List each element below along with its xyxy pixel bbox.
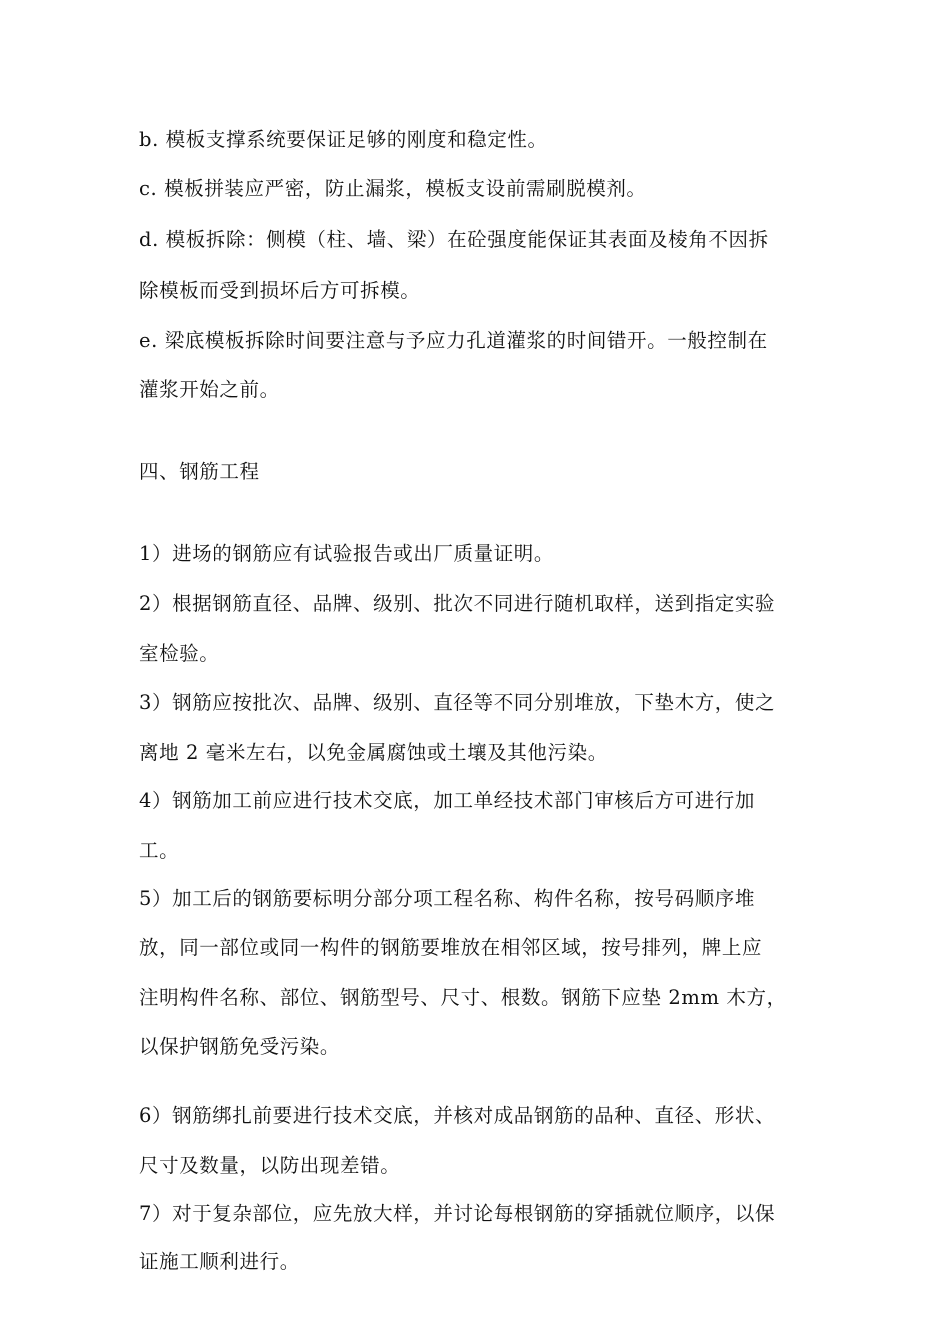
formwork-item-d-line1: d. 模板拆除：侧模（柱、墙、梁）在砼强度能保证其表面及棱角不因拆 bbox=[139, 228, 769, 251]
formwork-item-c: c. 模板拼装应严密，防止漏浆，模板支设前需刷脱模剂。 bbox=[139, 177, 647, 200]
section-heading-rebar: 四、钢筋工程 bbox=[139, 460, 260, 483]
rebar-item-3-line2: 离地 2 毫米左右，以免金属腐蚀或土壤及其他污染。 bbox=[139, 741, 608, 764]
rebar-item-5-line2: 放，同一部位或同一构件的钢筋要堆放在相邻区域，按号排列，牌上应 bbox=[139, 936, 763, 959]
rebar-item-5-line3: 注明构件名称、部位、钢筋型号、尺寸、根数。钢筋下应垫 2mm 木方， bbox=[139, 986, 787, 1009]
rebar-item-4-line2: 工。 bbox=[139, 839, 180, 862]
formwork-item-e-line1: e. 梁底模板拆除时间要注意与予应力孔道灌浆的时间错开。一般控制在 bbox=[139, 329, 768, 352]
rebar-item-5-line4: 以保护钢筋免受污染。 bbox=[139, 1035, 341, 1058]
formwork-item-b: b. 模板支撑系统要保证足够的刚度和稳定性。 bbox=[139, 128, 548, 151]
rebar-item-5-line1: 5）加工后的钢筋要标明分部分项工程名称、构件名称，按号码顺序堆 bbox=[139, 887, 756, 910]
rebar-item-1: 1）进场的钢筋应有试验报告或出厂质量证明。 bbox=[139, 542, 555, 565]
rebar-item-2-line2: 室检验。 bbox=[139, 642, 220, 665]
rebar-item-6-line2: 尺寸及数量，以防出现差错。 bbox=[139, 1154, 401, 1177]
formwork-item-d-line2: 除模板而受到损坏后方可拆模。 bbox=[139, 279, 421, 302]
rebar-item-7-line2: 证施工顺利进行。 bbox=[139, 1250, 300, 1273]
rebar-item-2-line1: 2）根据钢筋直径、品牌、级别、批次不同进行随机取样，送到指定实验 bbox=[139, 592, 776, 615]
rebar-item-6-line1: 6）钢筋绑扎前要进行技术交底，并核对成品钢筋的品种、直径、形状、 bbox=[139, 1104, 776, 1127]
formwork-item-e-line2: 灌浆开始之前。 bbox=[139, 378, 280, 401]
rebar-item-4-line1: 4）钢筋加工前应进行技术交底，加工单经技术部门审核后方可进行加 bbox=[139, 789, 756, 812]
rebar-item-7-line1: 7）对于复杂部位，应先放大样，并讨论每根钢筋的穿插就位顺序，以保 bbox=[139, 1202, 776, 1225]
rebar-item-3-line1: 3）钢筋应按批次、品牌、级别、直径等不同分别堆放，下垫木方，使之 bbox=[139, 691, 776, 714]
